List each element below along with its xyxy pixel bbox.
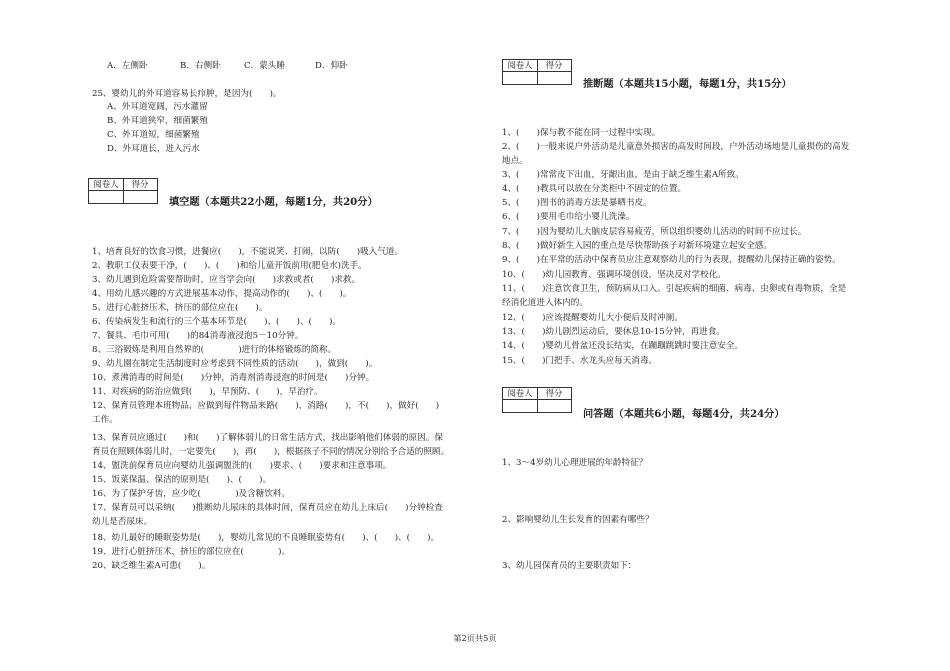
q24-option-a: A．左侧卧 xyxy=(107,61,148,71)
judge-line: 4、( )教具可以放在分类柜中不固定的位置。 xyxy=(502,184,687,194)
judge-line: 1、( )保与教不能在同一过程中实现。 xyxy=(502,128,661,138)
fill-line: 4、用幼儿感兴趣的方式进展基本动作，提高动作的( )、( )。 xyxy=(92,289,352,299)
fill-line: 18、幼儿最好的睡眠姿势是( )，婴幼儿常见的不良睡眠姿势有( )、( )、( )。 xyxy=(92,533,440,543)
score-label: 得分 xyxy=(131,179,149,189)
fill-line: 14、盥洗前保育员应向婴幼儿强调盥洗的( )要求、( )要求和注意事项。 xyxy=(92,461,392,471)
judge-line: 13、( )幼儿剧烈运动后，要休息10-15分钟，再进食。 xyxy=(502,327,725,337)
qa-question-3: 3、幼儿园保育员的主要职责如下： xyxy=(502,561,637,571)
judge-line: 2、( )一般来说户外活动是儿童意外损害的高发时间段，户外活动场地是儿童损伤的高发 xyxy=(502,142,850,152)
fill-line: 幼儿是否尿床。 xyxy=(92,517,153,527)
q24-option-b: B．右侧卧 xyxy=(180,61,221,71)
judge-line: 9、( )在平常的活动中保育员应注意观察幼儿的行为表现，提醒幼儿保持正确的姿势。 xyxy=(502,255,841,265)
fill-line: 13、保育员应通过( )和( )了解体弱儿的日常生活方式，找出影响他们体弱的原因。保 xyxy=(92,433,443,443)
q25-option-c: C、外耳道短，细菌繁殖 xyxy=(107,130,200,140)
judge-line: 14、( )婴幼儿骨盆还没长结实，在蹦蹦跳跳时要注意安全。 xyxy=(502,341,744,351)
fill-line: 育员在照顾体弱儿时，一定要先( )，再( )，根据孩子不同的情况分别给予合适的照顾。 xyxy=(92,447,450,457)
qa-section-title: 问答题（本题共6小题，每题4分，共24分） xyxy=(583,408,785,420)
q24-option-d: D．仰卧 xyxy=(315,61,348,71)
fill-line: 15、饭菜保温、保洁的原则是( )、( )。 xyxy=(92,475,272,485)
reviewer-label: 阅卷人 xyxy=(507,60,533,70)
fill-line: 工作。 xyxy=(92,415,118,425)
judge-section-title: 推断题（本题共15小题，每题1分，共15分） xyxy=(583,78,792,90)
q24-option-c: C．蒙头睡 xyxy=(244,61,285,71)
judge-line: 地点。 xyxy=(502,156,528,166)
score-box-fill xyxy=(88,178,158,204)
q25-option-a: A、外耳道宽阔，污水灌留 xyxy=(107,102,208,112)
judge-line: 3、( )常常皮下出血，牙龈出血，是由于缺乏维生素A所致。 xyxy=(502,170,744,180)
fill-section-title: 填空题（本题共22小题，每题1分，共20分） xyxy=(169,196,378,208)
fill-line: 1、培育良好的饮食习惯，进餐应( )，不能说笑、打闹，以防( )吸入气道。 xyxy=(92,247,404,257)
qa-question-2: 2、影响婴幼儿生长发育的因素有哪些？ xyxy=(502,515,654,525)
score-label: 得分 xyxy=(545,60,563,70)
fill-line: 2、教职工仪表要干净，( )、( )和给儿童开饭前用(肥皂水)洗手。 xyxy=(92,261,367,271)
judge-line: 5、( )图书的消毒方法是暴晒书皮。 xyxy=(502,198,652,208)
judge-line: 11、( )注意饮食卫生，预防病从口入。引起疾病的细菌、病毒、虫卵或有毒物质，全是 xyxy=(502,284,847,294)
score-label: 得分 xyxy=(545,388,563,398)
fill-line: 9、幼儿園在制定生活制度时应考虑到不同性质的活动( )，做到( )。 xyxy=(92,359,378,369)
judge-line: 10、( )幼儿园教育，强调环境创设，坚决反对学校化。 xyxy=(502,270,726,280)
score-box-qa xyxy=(502,387,572,413)
fill-line: 20、缺乏维生素A可患( )。 xyxy=(92,561,211,571)
page-footer: 第2页共5页 xyxy=(453,633,497,643)
fill-line: 6、传染病发生和流行的三个基本环节是( )、( )、( )。 xyxy=(92,317,342,327)
fill-line: 3、幼儿遇到危险需要帮助时，应当学会向( )求救或者( )求救。 xyxy=(92,275,361,285)
fill-line: 16、为了保护牙齿，应少吃( )及含糖饮料。 xyxy=(92,489,291,499)
fill-line: 5、进行心脏挤压术，挤压的部位应在( )。 xyxy=(92,303,268,313)
fill-line: 19、进行心脏挤压术，挤压的部位应在( )。 xyxy=(92,547,291,557)
judge-line: 7、( )因为婴幼儿大脑皮层容易疲劳，所以组织婴幼儿活动的时间不应过长。 xyxy=(502,227,807,237)
fill-line: 8、三浴锻炼是利用自然界的( )进行的体格锻炼的简称。 xyxy=(92,345,337,355)
score-box-judge xyxy=(502,59,572,85)
qa-question-1: 1、3～4岁幼儿心理进展的年龄特征？ xyxy=(502,458,648,468)
reviewer-label: 阅卷人 xyxy=(507,388,533,398)
q25-option-b: B、外耳道狭窄，细菌繁殖 xyxy=(107,116,208,126)
judge-line: 8、( )做好新生入园的重点是尽快帮助孩子对新环境建立起安全感。 xyxy=(502,241,772,251)
fill-line: 7、餐具、毛巾可用( )的84消毒液浸泡5－10分钟。 xyxy=(92,331,304,341)
fill-line: 17、保育员可以采纳( )推断幼儿尿床的具体时间，保育员应在幼儿上床后( )分钟检查 xyxy=(92,503,443,513)
reviewer-label: 阅卷人 xyxy=(93,179,119,189)
fill-line: 11、对疾病的防治应做到( )，早预防、( )，早治疗。 xyxy=(92,387,323,397)
q25-stem: 25、婴幼儿的外耳道容易长疖肿，是因为( )。 xyxy=(92,89,282,99)
fill-line: 10、煮沸消毒的时间是( )分钟，消毒剂消毒浸泡的时间是( )分钟。 xyxy=(92,373,375,383)
judge-line: 6、( )要用毛巾给小婴儿洗澡。 xyxy=(502,212,635,222)
judge-line: 15、( )门把手、水龙头应每天消毒。 xyxy=(502,356,658,366)
judge-line: 经消化道进入体内的。 xyxy=(502,298,588,308)
fill-line: 12、保育员管理本班物品，应做到每件物品来路( )，消路( )，不( )，做好( ) xyxy=(92,401,440,411)
judge-line: 12、( )应该提醒婴幼儿大小便后及时冲厕。 xyxy=(502,313,683,323)
q25-option-d: D、外耳道长，进入污水 xyxy=(107,144,200,154)
